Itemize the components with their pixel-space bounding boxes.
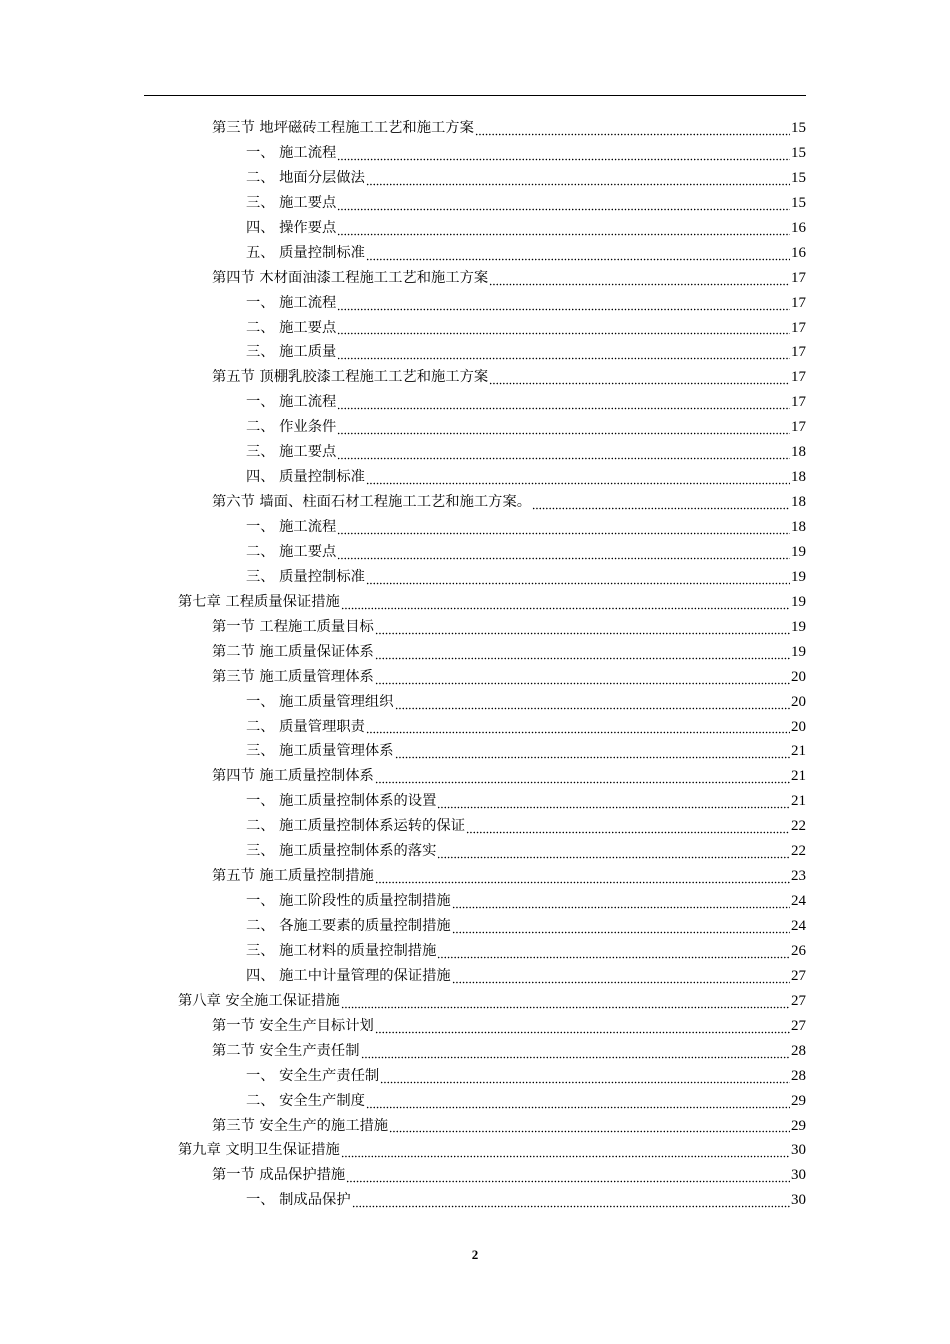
toc-entry-page: 19 — [791, 568, 806, 585]
toc-entry-label: 第三节 施工质量管理体系 — [212, 668, 374, 685]
toc-leader-dots — [375, 868, 790, 884]
toc-entry-label: 三、 施工质量管理体系 — [246, 743, 394, 760]
toc-entry-page: 18 — [791, 444, 806, 461]
toc-leader-dots — [337, 195, 790, 211]
toc-leader-dots — [475, 120, 790, 136]
toc-entry[interactable] — [0, 690, 950, 715]
toc-entry-label: 第四节 施工质量控制体系 — [212, 768, 374, 785]
toc-leader-dots — [337, 444, 790, 460]
toc-entry-page: 24 — [791, 918, 806, 934]
toc-entry-page: 16 — [791, 244, 806, 261]
toc-entry-label: 二、 施工要点 — [246, 543, 337, 560]
toc-leader-dots — [437, 793, 790, 809]
toc-entry-label: 一、 施工流程 — [246, 144, 337, 161]
toc-entry[interactable] — [0, 365, 950, 390]
toc-entry-page: 28 — [791, 1067, 806, 1084]
toc-entry-page: 22 — [791, 818, 806, 835]
toc-entry[interactable] — [0, 340, 950, 365]
toc-leader-dots — [341, 594, 790, 610]
toc-entry[interactable] — [0, 715, 950, 740]
toc-entry[interactable] — [0, 1188, 950, 1213]
toc-entry-page: 23 — [791, 868, 806, 885]
toc-entry[interactable] — [0, 615, 950, 640]
toc-entry-label: 一、 施工流程 — [246, 394, 337, 411]
toc-entry[interactable] — [0, 665, 950, 690]
toc-entry-page: 17 — [791, 419, 806, 436]
toc-entry-label: 第一节 工程施工质量目标 — [212, 618, 374, 635]
toc-entry-page: 27 — [791, 992, 806, 1009]
toc-leader-dots — [341, 993, 790, 1009]
toc-leader-dots — [532, 494, 790, 510]
toc-leader-dots — [452, 918, 790, 934]
toc-entry-label: 一、 施工阶段性的质量控制措施 — [246, 893, 451, 910]
toc-leader-dots — [366, 469, 790, 485]
toc-leader-dots — [389, 1117, 790, 1133]
toc-entry-label: 第三节 安全生产的施工措施 — [212, 1117, 389, 1134]
toc-entry[interactable] — [0, 390, 950, 415]
toc-entry-page: 19 — [791, 643, 806, 660]
toc-entry[interactable] — [0, 216, 950, 241]
toc-leader-dots — [366, 170, 790, 186]
toc-entry-page: 15 — [791, 169, 806, 186]
toc-entry[interactable] — [0, 1089, 950, 1114]
toc-entry[interactable] — [0, 1039, 950, 1064]
toc-entry-page: 19 — [791, 593, 806, 610]
toc-leader-dots — [489, 270, 790, 286]
toc-leader-dots — [337, 394, 790, 410]
toc-entry[interactable] — [0, 939, 950, 964]
toc-entry-page: 17 — [791, 269, 806, 286]
toc-leader-dots — [346, 1167, 790, 1183]
toc-leader-dots — [337, 344, 790, 360]
toc-leader-dots — [395, 743, 790, 759]
toc-entry-page: 18 — [791, 494, 806, 511]
toc-entry[interactable] — [0, 1014, 950, 1039]
toc-entry-page: 16 — [791, 219, 806, 236]
toc-entry-label: 第六节 墙面、柱面石材工程施工工艺和施工方案。 — [212, 494, 532, 511]
toc-entry-page: 26 — [791, 942, 806, 959]
toc-entry-page: 28 — [791, 1042, 806, 1059]
toc-entry-page: 18 — [791, 519, 806, 535]
toc-entry-label: 三、 施工质量 — [246, 344, 337, 361]
toc-entry-page: 27 — [791, 1017, 806, 1034]
toc-entry[interactable] — [0, 291, 950, 316]
toc-entry[interactable] — [0, 789, 950, 814]
toc-leader-dots — [361, 1043, 790, 1059]
toc-entry-page: 30 — [791, 1167, 806, 1184]
toc-entry[interactable] — [0, 266, 950, 291]
toc-entry-label: 第五节 顶棚乳胶漆工程施工工艺和施工方案 — [212, 369, 489, 386]
toc-entry-label: 二、 安全生产制度 — [246, 1092, 365, 1109]
toc-entry-page: 15 — [791, 120, 806, 136]
toc-entry[interactable] — [0, 166, 950, 191]
toc-entry-page: 22 — [791, 843, 806, 860]
toc-entry-label: 第二节 安全生产责任制 — [212, 1042, 360, 1059]
toc-entry[interactable] — [0, 640, 950, 665]
toc-entry-label: 一、 安全生产责任制 — [246, 1067, 380, 1084]
toc-entry[interactable] — [0, 565, 950, 590]
toc-leader-dots — [452, 893, 790, 909]
toc-leader-dots — [395, 694, 790, 710]
toc-entry-label: 第七章 工程质量保证措施 — [178, 593, 340, 610]
toc-entry-label: 二、 各施工要素的质量控制措施 — [246, 918, 451, 934]
toc-entry[interactable] — [0, 739, 950, 764]
toc-entry-label: 四、 操作要点 — [246, 219, 337, 236]
toc-entry[interactable] — [0, 490, 950, 515]
toc-leader-dots — [337, 319, 790, 335]
toc-entry-page: 19 — [791, 618, 806, 635]
toc-entry[interactable] — [0, 764, 950, 789]
toc-entry-label: 第一节 安全生产目标计划 — [212, 1017, 374, 1034]
toc-leader-dots — [452, 968, 790, 984]
toc-entry-page: 29 — [791, 1092, 806, 1109]
toc-entry-page: 21 — [791, 793, 806, 810]
toc-entry-page: 17 — [791, 319, 806, 336]
toc-entry-page: 29 — [791, 1117, 806, 1134]
toc-entry-label: 一、 施工质量控制体系的设置 — [246, 793, 437, 810]
toc-entry[interactable] — [0, 914, 950, 939]
toc-entry-page: 30 — [791, 1192, 806, 1209]
toc-leader-dots — [341, 1142, 790, 1158]
toc-entry-page: 20 — [791, 668, 806, 685]
toc-entry-page: 21 — [791, 743, 806, 760]
toc-entry[interactable] — [0, 515, 950, 540]
toc-entry-label: 四、 施工中计量管理的保证措施 — [246, 967, 451, 984]
toc-entry[interactable] — [0, 440, 950, 465]
toc-entry-label: 第九章 文明卫生保证措施 — [178, 1142, 340, 1159]
toc-entry-page: 20 — [791, 718, 806, 735]
toc-entry-label: 第一节 成品保护措施 — [212, 1167, 346, 1184]
toc-entry[interactable] — [0, 814, 950, 839]
toc-entry[interactable] — [0, 316, 950, 341]
toc-entry-label: 三、 质量控制标准 — [246, 568, 365, 585]
toc-entry[interactable] — [0, 590, 950, 615]
toc-entry-page: 17 — [791, 294, 806, 311]
toc-entry-page: 24 — [791, 893, 806, 910]
toc-entry-label: 一、 制成品保护 — [246, 1192, 351, 1209]
toc-entry-label: 第五节 施工质量控制措施 — [212, 868, 374, 885]
toc-entry-label: 五、 质量控制标准 — [246, 244, 365, 261]
toc-entry-page: 17 — [791, 369, 806, 386]
toc-entry-label: 二、 质量管理职责 — [246, 718, 365, 735]
toc-leader-dots — [366, 718, 790, 734]
toc-entry[interactable] — [0, 864, 950, 889]
toc-entry-label: 四、 质量控制标准 — [246, 469, 365, 486]
toc-entry[interactable] — [0, 191, 950, 216]
toc-entry-label: 三、 施工质量控制体系的落实 — [246, 843, 437, 860]
toc-leader-dots — [466, 818, 790, 834]
toc-leader-dots — [489, 369, 790, 385]
toc-leader-dots — [375, 669, 790, 685]
toc-entry-page: 15 — [791, 194, 806, 211]
toc-entry-label: 二、 作业条件 — [246, 419, 337, 436]
toc-leader-dots — [337, 295, 790, 311]
toc-entry-page: 17 — [791, 344, 806, 361]
toc-leader-dots — [437, 943, 790, 959]
toc-entry[interactable] — [0, 989, 950, 1014]
toc-entry[interactable] — [0, 1163, 950, 1188]
toc-entry[interactable] — [0, 241, 950, 266]
toc-entry[interactable] — [0, 1114, 950, 1139]
toc-leader-dots — [375, 619, 790, 635]
toc-entry-page: 21 — [791, 768, 806, 785]
toc-leader-dots — [337, 519, 790, 535]
toc-leader-dots — [380, 1068, 790, 1084]
table-of-contents — [0, 116, 950, 1213]
page-number: 2 — [471, 1247, 479, 1262]
toc-entry-label: 三、 施工要点 — [246, 444, 337, 461]
toc-entry-label: 一、 施工流程 — [246, 519, 337, 535]
toc-entry-page: 19 — [791, 543, 806, 560]
toc-entry[interactable] — [0, 1138, 950, 1163]
toc-entry[interactable] — [0, 889, 950, 914]
toc-leader-dots — [337, 220, 790, 236]
toc-leader-dots — [337, 544, 790, 560]
toc-entry[interactable] — [0, 465, 950, 490]
toc-entry-label: 第二节 施工质量保证体系 — [212, 643, 374, 660]
toc-leader-dots — [375, 1018, 790, 1034]
toc-entry[interactable] — [0, 116, 950, 141]
toc-leader-dots — [337, 145, 790, 161]
toc-leader-dots — [352, 1192, 790, 1208]
toc-entry-page: 17 — [791, 394, 806, 411]
toc-leader-dots — [375, 644, 790, 660]
toc-entry[interactable] — [0, 839, 950, 864]
toc-leader-dots — [375, 768, 790, 784]
toc-entry[interactable] — [0, 141, 950, 166]
toc-leader-dots — [337, 419, 790, 435]
toc-entry[interactable] — [0, 540, 950, 565]
toc-entry-page: 27 — [791, 967, 806, 984]
toc-entry[interactable] — [0, 415, 950, 440]
toc-entry-page: 20 — [791, 693, 806, 710]
toc-entry-page: 15 — [791, 144, 806, 161]
toc-entry-label: 二、 施工要点 — [246, 319, 337, 336]
toc-entry-page: 18 — [791, 469, 806, 486]
toc-leader-dots — [366, 569, 790, 585]
header-rule — [144, 95, 806, 96]
toc-leader-dots — [366, 245, 790, 261]
toc-leader-dots — [366, 1093, 790, 1109]
toc-entry-label: 二、 施工质量控制体系运转的保证 — [246, 818, 465, 835]
toc-leader-dots — [437, 843, 790, 859]
toc-entry-label: 一、 施工质量管理组织 — [246, 693, 394, 710]
toc-entry-label: 一、 施工流程 — [246, 294, 337, 311]
toc-entry-label: 三、 施工材料的质量控制措施 — [246, 942, 437, 959]
toc-entry-label: 第八章 安全施工保证措施 — [178, 992, 340, 1009]
toc-entry-page: 30 — [791, 1142, 806, 1159]
toc-entry-label: 三、 施工要点 — [246, 194, 337, 211]
toc-entry[interactable] — [0, 1064, 950, 1089]
toc-entry-label: 第三节 地坪磁砖工程施工工艺和施工方案 — [212, 120, 474, 136]
toc-entry-label: 二、 地面分层做法 — [246, 169, 365, 186]
toc-entry-label: 第四节 木材面油漆工程施工工艺和施工方案 — [212, 269, 489, 286]
toc-entry[interactable] — [0, 964, 950, 989]
